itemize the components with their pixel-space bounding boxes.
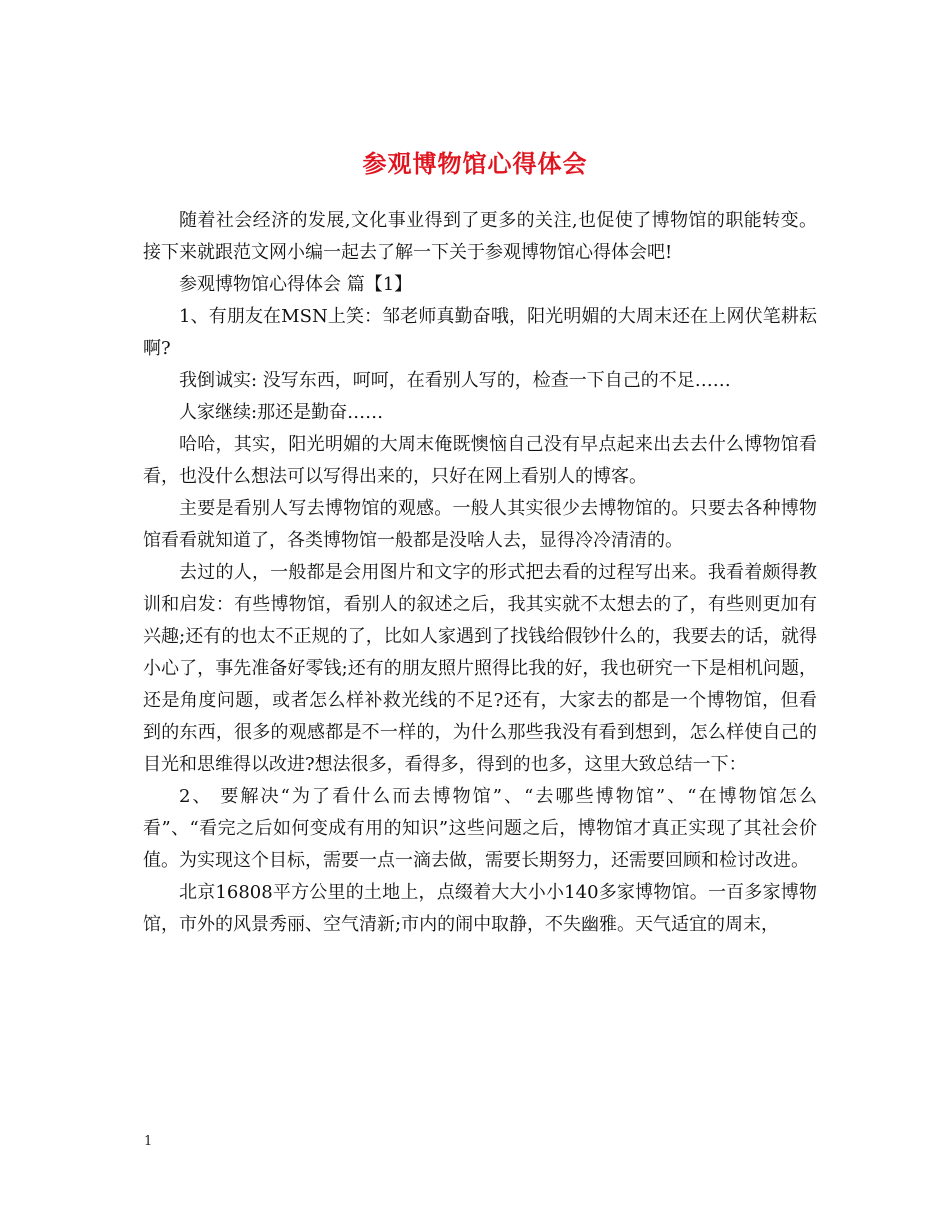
document-title: 参观博物馆心得体会: [362, 149, 588, 179]
section-heading: 参观博物馆心得体会 篇【1】: [179, 274, 413, 295]
paragraph-intro: 随着社会经济的发展,文化事业得到了更多的关注,也促使了博物馆的职能转变。接下来就跟范文网小编一起去了解一下关于参观博物馆心得体会吧!: [143, 210, 817, 263]
page-number: 1: [144, 1134, 153, 1149]
paragraph: 去过的人，一般都是会用图片和文字的形式把去看的过程写出来。我看着颇得教训和启发：有些博物馆，看别人的叙述之后，我其实就不太想去的了，有些则更加有兴趣;还有的也太不正规的了，比如人家遇到了找钱给假钞什么的，我要去的话，就得小心了，事先准备好零钱;还有的朋友照片照得比我的好，我也研究一下是相机问题，还是角度问题，或者怎么样补救光线的不足?还有，大家去的都是一个博物馆，但看到的东西，很多的观感都是不一样的，为什么那些我没有看到想到，怎么样使自己的目光和思维得以改进?想法很多，看得多，得到的也多，这里大致总结一下：: [143, 562, 817, 775]
paragraph: 1、有朋友在MSN上笑：邹老师真勤奋哦，阳光明媚的大周末还在上网伏笔耕耘啊?: [143, 306, 817, 359]
paragraph: 哈哈，其实，阳光明媚的大周末俺既懊恼自己没有早点起来出去去什么博物馆看看，也没什么想法可以写得出来的，只好在网上看别人的博客。: [143, 434, 817, 487]
paragraph: 人家继续:那还是勤奋……: [179, 402, 384, 423]
paragraph: 主要是看别人写去博物馆的观感。一般人其实很少去博物馆的。只要去各种博物馆看看就知道了，各类博物馆一般都是没啥人去，显得冷冷清清的。: [143, 498, 817, 551]
paragraph: 北京16808平方公里的土地上，点缀着大大小小140多家博物馆。一百多家博物馆，市外的风景秀丽、空气清新;市内的闹中取静，不失幽雅。天气适宜的周末，: [143, 882, 817, 935]
paragraph: 2、 要解决“为了看什么而去博物馆”、“去哪些博物馆”、“在博物馆怎么看”、“看完之后如何变成有用的知识”这些问题之后，博物馆才真正实现了其社会价值。为实现这个目标，需要一点一滴去做，需要长期努力，还需要回顾和检讨改进。: [143, 786, 817, 871]
document-body: [143, 205, 817, 941]
paragraph: 我倒诚实: 没写东西，呵呵，在看别人写的，检查一下自己的不足……: [179, 370, 731, 391]
